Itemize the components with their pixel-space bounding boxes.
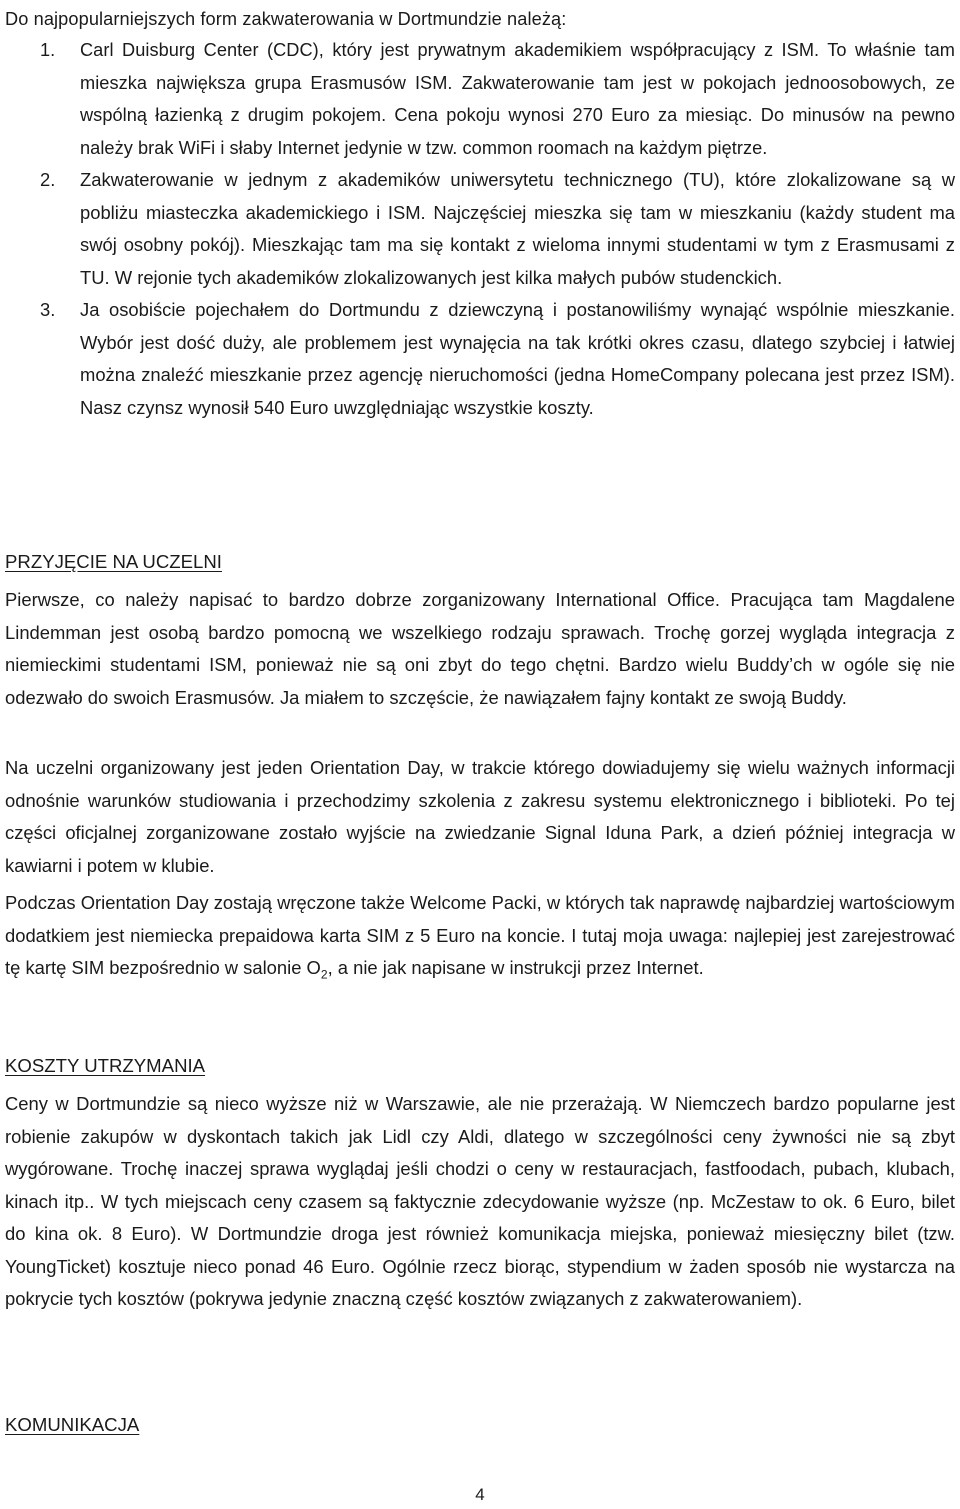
list-item bbox=[5, 294, 955, 424]
list-item bbox=[5, 164, 955, 294]
admission-paragraph-2: Na uczelni organizowany jest jeden Orientation Day, w trakcie którego dowiadujemy się wielu ważnych informacji odnośnie warunków studiowania i przechodzimy szkolenia z zakresu systemu elektronicznego i biblioteki. Po tej części oficjalnej zorganizowane zostało wyjście na zwiedzanie Signal Iduna Park, a dzień później integracja w kawiarni i potem w klubie. bbox=[5, 757, 955, 876]
accommodation-list bbox=[5, 34, 955, 424]
admission-paragraph-3 bbox=[5, 887, 955, 985]
admission-paragraph-3-text: Podczas Orientation Day zostają wręczone także Welcome Packi, w których tak naprawdę najbardziej wartościowym dodatkiem jest niemiecka prepaidowa karta SIM z 5 Euro na koncie. I tutaj moja uwaga: najlepiej jest zarejestrować tę kartę SIM bezpośrednio w salonie O bbox=[5, 892, 955, 978]
list-item-text: Zakwaterowanie w jednym z akademików uniwersytetu technicznego (TU), które zlokalizowane są w pobliżu miasteczka akademickiego i ISM. Najczęściej mieszka się tam w mieszkaniu (każdy student ma swój osobny pokój). Mieszkając tam ma się kontakt z wieloma innymi studentami w tym z Erasmusami z TU. W rejonie tych akademików zlokalizowanych jest kilka małych pubów studenckich. bbox=[80, 169, 955, 288]
list-item-number: 1. bbox=[40, 40, 56, 60]
list-item bbox=[5, 34, 955, 164]
section-heading-communication: KOMUNIKACJA bbox=[5, 1414, 140, 1435]
section-heading-costs: KOSZTY UTRZYMANIA bbox=[5, 1055, 206, 1076]
intro-text: Do najpopularniejszych form zakwaterowania w Dortmundzie należą: bbox=[5, 9, 567, 29]
subscript-2: 2 bbox=[320, 967, 328, 982]
list-item-text: Ja osobiście pojechałem do Dortmundu z dziewczyną i postanowiliśmy wynająć wspólnie mieszkanie. Wybór jest dość duży, ale problemem jest wynajęcia na tak krótki okres czasu, dlatego szybciej i łatwiej można znaleźć mieszkanie przez agencję nieruchomości (jedna HomeCompany polecana jest przez ISM). Nasz czynsz wynosił 540 Euro uwzględniając wszystkie koszty. bbox=[80, 299, 955, 418]
list-item-number: 2. bbox=[40, 169, 56, 190]
page-number: 4 bbox=[475, 1485, 485, 1504]
admission-paragraph-1: Pierwsze, co należy napisać to bardzo dobrze zorganizowany International Office. Pracująca tam Magdalene Lindemman jest osobą bardzo pomocną we wszelkiego rodzaju sprawach. Trochę gorzej wygląda integracja z niemieckimi studentami ISM, ponieważ nie są oni zbyt do tego chętni. Bardzo wielu Buddy’ch w ogóle się nie odezwało do swoich Erasmusów. Ja miałem to szczęście, że nawiązałem fajny kontakt ze swoją Buddy. bbox=[5, 589, 955, 708]
costs-paragraph: Ceny w Dortmundzie są nieco wyższe niż w Warszawie, ale nie przerażają. W Niemczech bardzo popularne jest robienie zakupów w dyskontach takich jak Lidl czy Aldi, dlatego w szczególności ceny żywności nie są zbyt wygórowane. Trochę inaczej sprawa wyglądaj jeśli chodzi o ceny w restauracjach, fastfoodach, pubach, klubach, kinach itp.. W tych miejscach ceny czasem są faktycznie zdecydowanie wyższe (np. McZestaw to ok. 6 Euro, bilet do kina ok. 8 Euro). W Dortmundzie droga jest również komunikacja miejska, ponieważ miesięczny bilet (tzw. YoungTicket) kosztuje nieco ponad 46 Euro. Ogólnie rzecz biorąc, stypendium w żaden sposób nie wystarcza na pokrycie tych kosztów (pokrywa jedynie znaczną część kosztów związanych z zakwaterowaniem). bbox=[5, 1093, 955, 1309]
admission-paragraph-3-tail: , a nie jak napisane w instrukcji przez Internet. bbox=[327, 957, 704, 978]
list-item-number: 3. bbox=[40, 299, 56, 320]
list-item-text: Carl Duisburg Center (CDC), który jest prywatnym akademikiem współpracujący z ISM. To właśnie tam mieszka największa grupa Erasmusów ISM. Zakwaterowanie tam jest w pokojach jednoosobowych, ze wspólną łazienką z drugim pokojem. Cena pokoju wynosi 270 Euro za miesiąc. Do minusów na pewno należy brak WiFi i słaby Internet jedynie w tzw. common roomach na każdym piętrze. bbox=[80, 40, 955, 158]
section-heading-admission: PRZYJĘCIE NA UCZELNI bbox=[5, 551, 222, 572]
